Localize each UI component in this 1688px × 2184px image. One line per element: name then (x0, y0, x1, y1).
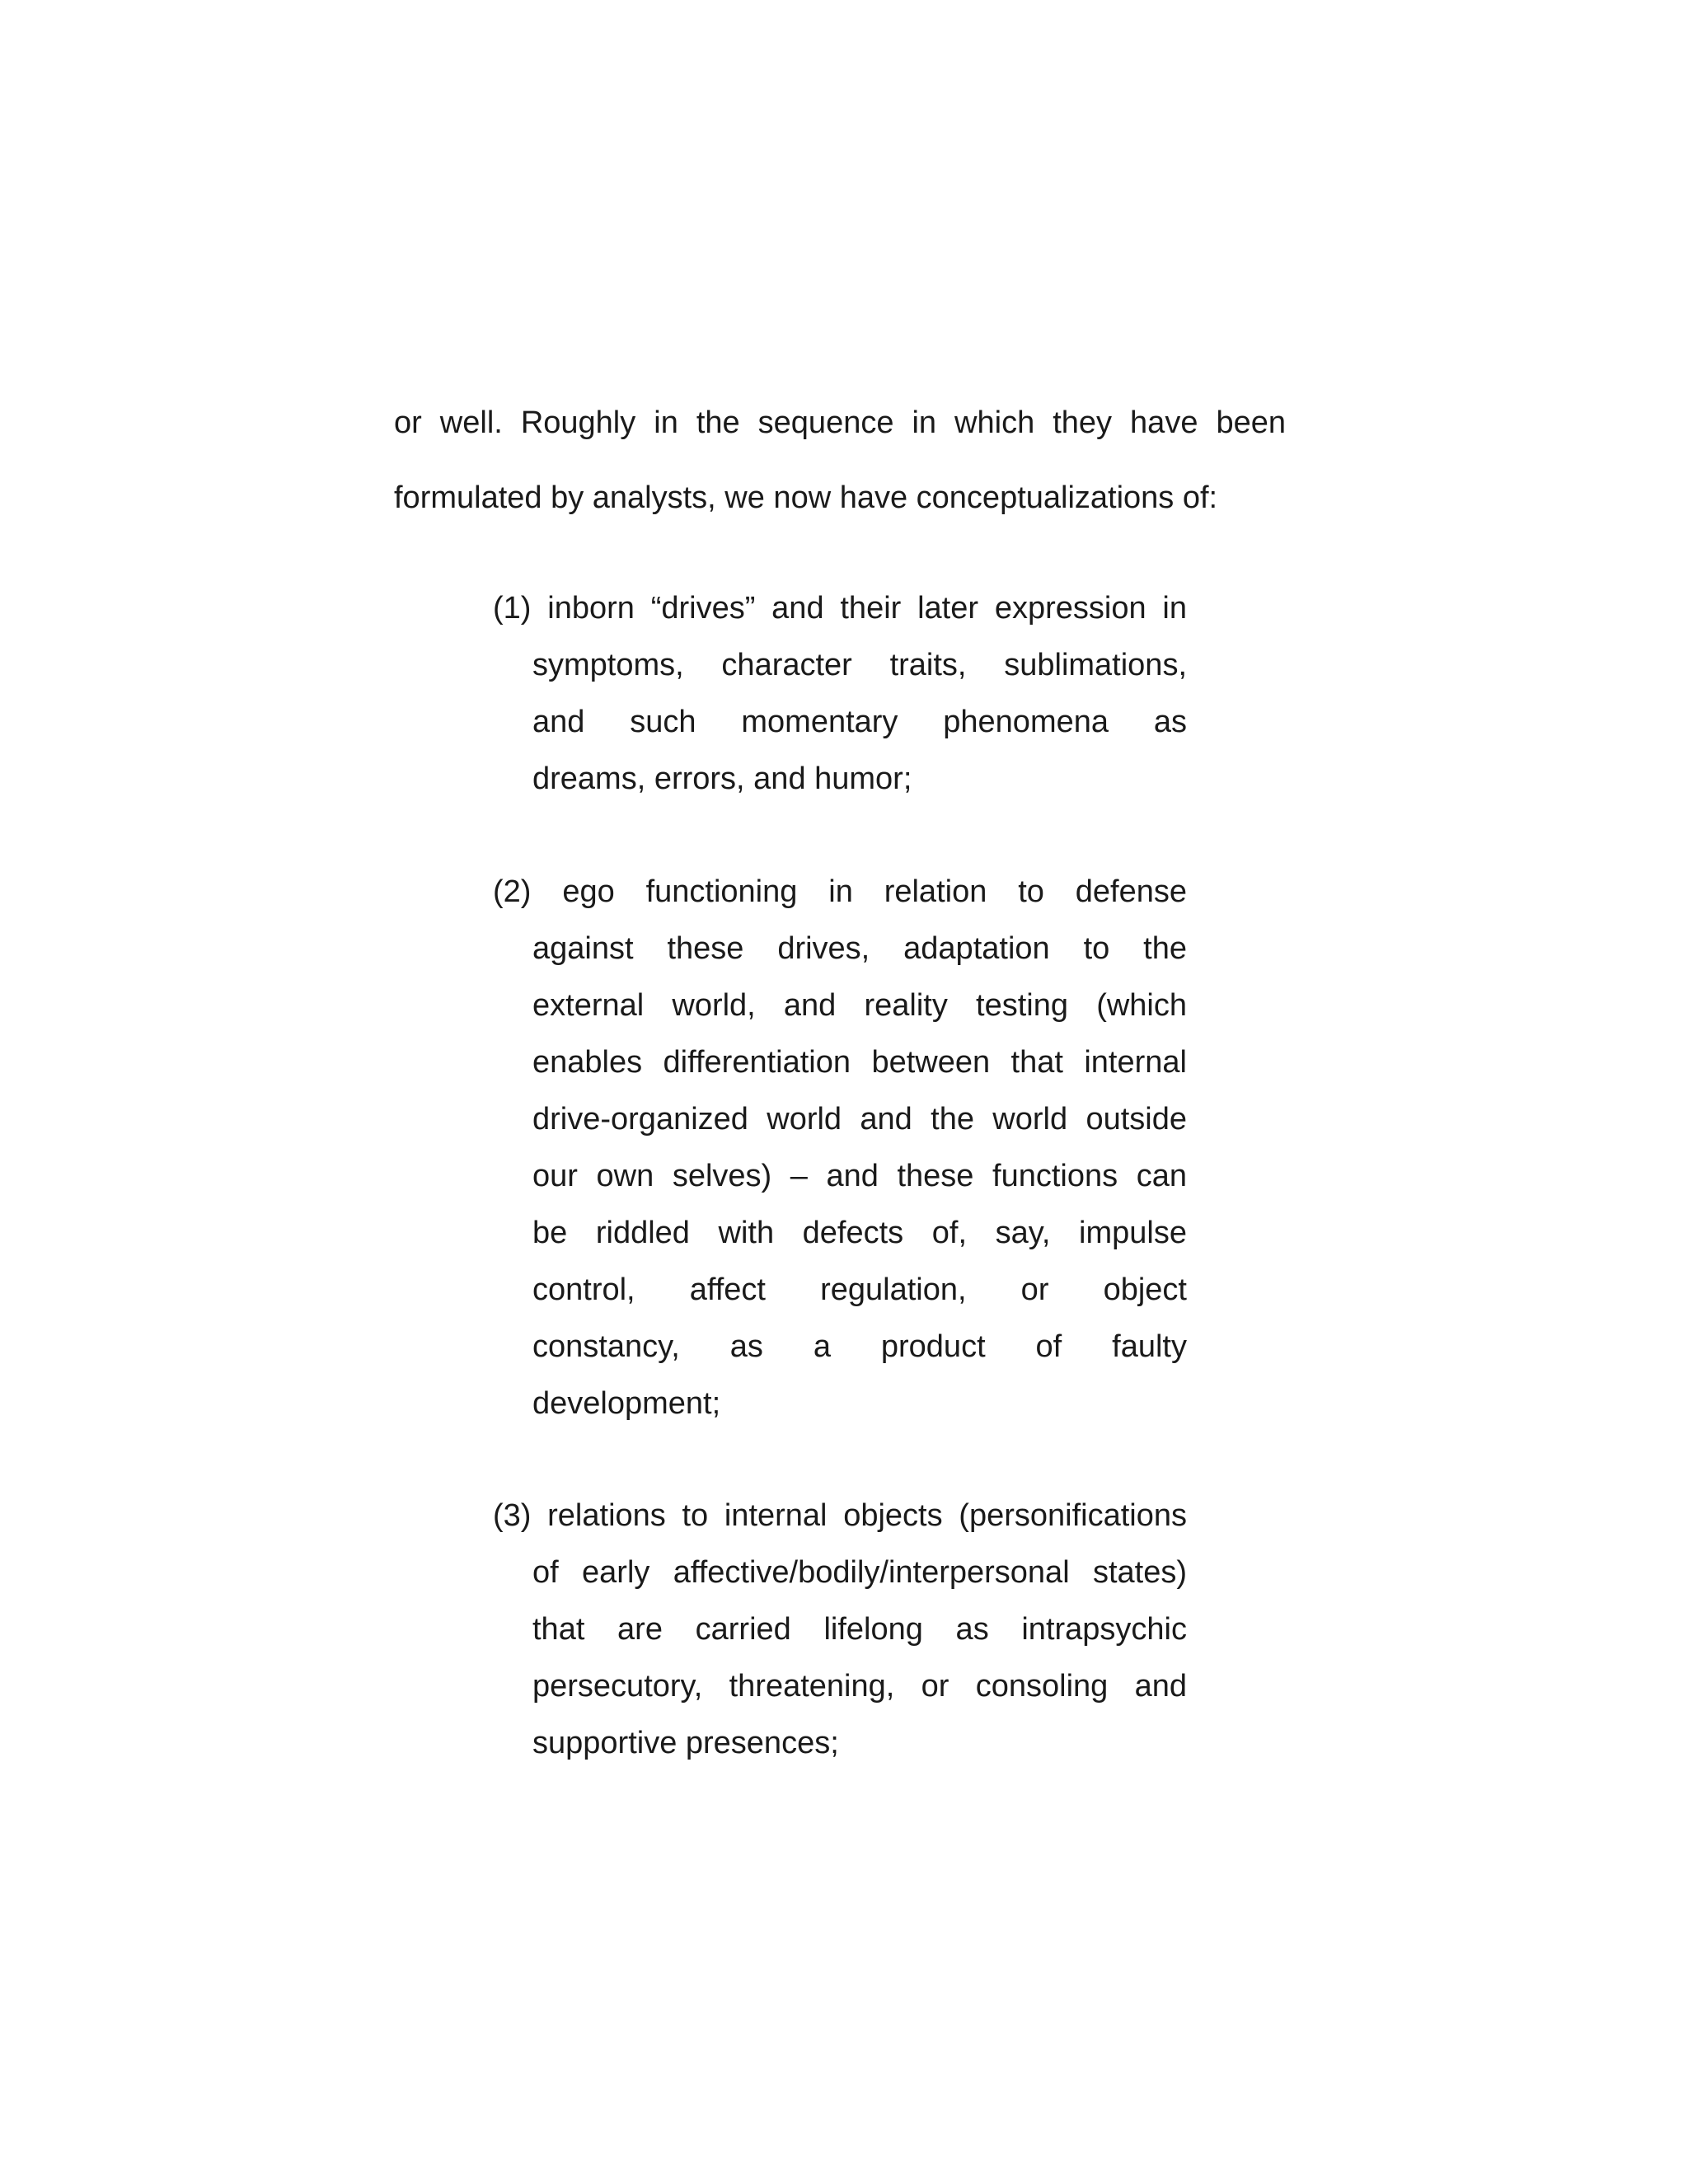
list-item-line: (1) inborn “drives” and their later expression in (493, 591, 1187, 626)
list-item-line: (2) ego functioning in relation to defense (493, 874, 1187, 909)
list-item-line: and such momentary phenomena as (532, 705, 1187, 739)
list-item-line: our own selves) – and these functions can (532, 1159, 1187, 1193)
intro-line-2: formulated by analysts, we now have conceptualizations of: (394, 480, 1218, 515)
list-item-3 (493, 1488, 1187, 1772)
list-item-line: drive-organized world and the world outside (532, 1102, 1187, 1137)
list-item-line: constancy, as a product of faulty (532, 1329, 1187, 1364)
list-item-line: against these drives, adaptation to the (532, 931, 1187, 966)
list-item-line: external world, and reality testing (which (532, 988, 1187, 1023)
list-item-line: development; (532, 1386, 721, 1421)
list-item-line: enables differentiation between that internal (532, 1045, 1187, 1080)
list-item-line: symptoms, character traits, sublimations, (532, 648, 1187, 682)
list-item-line: be riddled with defects of, say, impulse (532, 1216, 1187, 1250)
intro-line-1: or well. Roughly in the sequence in which they have been (394, 405, 1286, 440)
list-item-line: control, affect regulation, or object (532, 1272, 1187, 1307)
list-item-line: persecutory, threatening, or consoling and (532, 1669, 1187, 1704)
list-item-line: of early affective/bodily/interpersonal states) (532, 1555, 1187, 1590)
list-item-line: (3) relations to internal objects (personifications (493, 1498, 1187, 1533)
list-item-1 (493, 580, 1187, 808)
list-item-line: dreams, errors, and humor; (532, 762, 912, 796)
list-item-line: supportive presences; (532, 1726, 839, 1760)
list-item-2 (493, 864, 1187, 1432)
intro-paragraph (394, 386, 1286, 536)
list-item-line: that are carried lifelong as intrapsychic (532, 1612, 1187, 1647)
